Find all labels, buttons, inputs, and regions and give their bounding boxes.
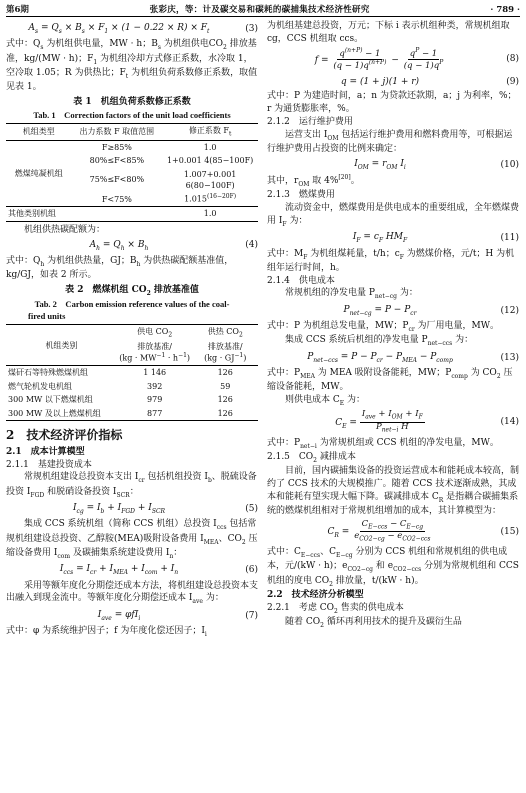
equation-4: $A_h = Q_h \times B_h$ (4) — [89, 239, 258, 252]
paragraph: 则供电成本 $C_E$ 为： — [285, 395, 366, 407]
table-row — [6, 140, 258, 154]
left-column — [6, 20, 258, 639]
table-cell: 其他类别机组 — [6, 207, 72, 221]
paragraph: 为机组基建总投资，万元；下标 i 表示机组种类，常规机组取 cg，CCS 机组取 ccs。 — [267, 21, 510, 44]
paragraph: 式中：$Q_h$ 为机组供热量，GJ；$B_h$ 为供热碳配额基准值，kg/GJ，如表 2 所示。 — [6, 255, 234, 281]
table-cell: 75%≤F<80% — [89, 175, 145, 185]
table-cell: 1.0 — [162, 207, 258, 221]
table-header: 供电 $CO_2$ 排放基准/ $(kg \cdot MW^{-1} \cdot h^{-1})$ — [119, 327, 191, 363]
table-cell: 1+0.001 4(85−100F) — [166, 156, 254, 166]
header-page-number: · 789 · — [490, 4, 520, 15]
paragraph: 式中：P 为机组总发电量，MW；$P_{cr}$ 为厂用电量，MW。 — [267, 321, 500, 333]
table-row: 燃气轮机发电机组 392 59 — [8, 381, 231, 391]
equation-10: $I_{OM} = r_{OM}$ $I_i$ (10) — [354, 158, 519, 171]
table-row: 煤矸石等特殊燃煤机组 1 146 126 — [8, 368, 233, 378]
equation-12: $P_{net-cg} = P - P_{cr}$ (12) — [343, 304, 519, 317]
paragraph: 采用等额年度化分期偿还成本方法，将机组建设总投资本支出融入到现金流中。等额年度化分期偿还成本 $I_{ave}$ 为： — [6, 580, 258, 606]
paragraph: 式中：$P_{net-i}$ 为常规机组或 CCS 机组的净发电量，MW。 — [267, 437, 499, 450]
right-column — [267, 20, 519, 630]
subsubsection-heading: 2.2.1 考虑 $CO_2$ 售卖的供电成本 — [267, 602, 404, 615]
table-header: 机组类型 — [22, 127, 55, 137]
equation-13: $P_{net-ccs} = P - P_{cr} - P_{MEA} - P_{comp}$ (13) — [307, 351, 519, 364]
subsubsection-heading: 2.1.1 基建投资成本 — [6, 459, 92, 470]
paragraph: 式中：$Q_s$ 为机组供电量，MW · h；$B_s$ 为机组供电$CO_2$ 排放基准，kg/(MW · h)；$F_1$ 为机组冷却方式修正系数，水冷取 1，空冷取 1.05；R 为供热比；$F_t$ 为机组负荷系数修正系数，取值见表 1。 — [6, 39, 258, 93]
equation-6: $I_{ccs} = I_{cr} + I_{MEA} + I_{com} + I_n$ (6) — [59, 564, 258, 577]
paragraph: 常规机组的净发电量 $P_{net-cg}$ 为： — [285, 288, 418, 301]
table-header: 供热 $CO_2$ 排放基准/ $(kg \cdot GJ^{-1})$ — [204, 327, 247, 363]
table-header: 修正系数 $F_t$ — [188, 125, 232, 138]
paragraph: 机组供热碳配额为： — [24, 224, 106, 235]
equation-15: $C_R$ = $\frac{C_{E-ccs} - C_{E-cg}}{e_{CO2-cg} - e_{CO2-ccs}}$ (15) — [327, 518, 519, 544]
equation-11: $I_F = c_F$ $HM_F$ (11) — [352, 232, 519, 245]
header-title: 张彩庆，等：计及碳交易和碳耗的碳捕集技术经济性研究 — [149, 4, 370, 15]
paragraph: 式中：φ 为系统维护因子；f 为年度化偿还因子；$I_i$ — [6, 626, 207, 638]
table-cell: 1.007+0.001 6(80−100F) — [183, 169, 237, 191]
paragraph: 式中：$P_{MEA}$ 为 MEA 吸附设备能耗，MW；$P_{comp}$ 为 $CO_2$ 压缩设备能耗，MW。 — [267, 368, 513, 393]
table-row — [6, 207, 258, 221]
paragraph: 目前，国内碳捕集设备的投资运营成本和能耗成本较高，制约了 CCS 技术的大规模推广。随着 CCS 技术逐渐成熟，其成本和能耗有望实现大幅下降。碳减排成本 $C_R$ 是指耦合碳捕集系统的燃煤机组相对于常规机组增加的成本，其计算模型为： — [267, 466, 519, 517]
header-issue: 第6期 — [6, 4, 29, 15]
paragraph: 随着 $CO_2$ 循环再利用技术的提升及碳衍生品 — [285, 617, 462, 629]
paragraph: 式中：$M_F$ 为机组煤耗量，t/h；$c_F$ 为燃煤价格，元/t；H 为机组年运行时间，h。 — [267, 248, 515, 273]
table-cell: 燃煤纯凝机组 — [14, 169, 63, 178]
paragraph: 运营支出 $I_{OM}$ 包括运行维护费用和燃料费用等，可根据运行维护费用占投资的比例来确定： — [267, 129, 513, 155]
table-header: 机组类别 — [45, 340, 78, 350]
subsection-heading: 2.1 成本计算模型 — [6, 446, 85, 457]
equation-3: $A_s = Q_s \times B_s \times F_1 \times (1 - 0.22 \times R) \times F_t$ (3) — [28, 23, 258, 35]
table-1-caption: 表 1 机组负荷系数修正系数 — [73, 97, 191, 108]
paragraph: 流动资金中，燃煤费用是供电成本的重要组成，全年燃煤费用 $I_F$ 为： — [267, 203, 519, 228]
section-heading: 2 技术经济评价指标 — [6, 427, 123, 442]
table-row: 300 MW 以下燃煤机组 979 126 — [8, 395, 233, 405]
table-cell: $1.015^{(16-20F)}$ — [184, 193, 237, 205]
subsubsection-heading: 2.1.4 供电成本 — [267, 275, 335, 286]
table-2-caption: 表 2 燃煤机组 $CO_2$ 排放基准值 — [65, 284, 199, 297]
table-cell: F<75% — [101, 194, 132, 204]
paragraph: 集成 CCS 系统机组（简称 CCS 机组）总投资 $I_{ccs}$ 包括常规机组建设总投资、乙醇胺(MEA)吸附设备费用 $I_{MEA}$、$CO_2$ 压缩设备费用 $I_{com}$ 及碳捕集系统建设费用 $I_n$： — [6, 519, 258, 560]
subsubsection-heading: 2.1.5 $CO_2$ 减排成本 — [267, 451, 356, 464]
paragraph: 式中：P 为建造时间，a；n 为贷款还款期，a；j 为利率，%；r 为通货膨胀率，%。 — [267, 91, 517, 115]
table-cell: 80%≤F<85% — [89, 156, 145, 166]
table-cell: 1.0 — [203, 142, 217, 152]
equation-9: q = (1 + j)(1 + r) (9) — [340, 76, 519, 87]
table-cell: F≥85% — [101, 142, 132, 152]
table-header: 出力系数 F 取值范围 — [79, 127, 155, 137]
subsubsection-heading: 2.1.3 燃煤费用 — [267, 190, 335, 201]
table-2-caption-en-line2: fired units — [28, 311, 66, 322]
table-2 — [6, 324, 258, 421]
equation-5: $I_{cg} = I_b + I_{FGD} + I_{SCR}$ (5) — [72, 503, 258, 515]
table-1-caption-en: Tab. 1 Correction factors of the unit load coefficients — [33, 109, 231, 120]
table-1 — [6, 123, 258, 222]
header-rule — [6, 16, 520, 17]
page-header — [6, 3, 520, 16]
subsubsection-heading: 2.1.2 运行维护费用 — [267, 117, 353, 128]
paragraph: 集成 CCS 系统后机组的净发电量 $P_{net-ccs}$ 为： — [285, 335, 474, 348]
equation-14: $C_E$ = $\frac{I_{ave} + I_{OM} + I_F}{P_{net-i} H}$ (14) — [335, 409, 519, 434]
paragraph: 其中，$r_{OM}$ 取 4%[20]。 — [267, 174, 360, 188]
paragraph: 式中：$C_{E-ccs}$、$C_{E-cg}$ 分别为 CCS 机组和常规机组的供电成本，元/(kW · h)；$e_{CO2-cg}$ 和 $e_{CO2-ccs}$ 分别为常规机组和 CCS 机组的度电 $CO_2$ 排放量，t/(kW · h)。 — [267, 546, 519, 588]
table-2-caption-en: Tab. 2 Carbon emission reference values of the coal- — [34, 299, 230, 310]
subsection-heading: 2.2 技术经济分析模型 — [267, 589, 364, 600]
equation-8: f = $\frac{q^{(n+P)} - 1}{(q - 1)q^{(n+P)}}$ − $\frac{q^P - 1}{(q - 1)q^P}$ (8) — [314, 46, 519, 71]
equation-7: $I_{ave} = \varphi fI_i$ (7) — [97, 609, 258, 622]
paragraph: 常规机组建设总投资本支出 $I_{cr}$ 包括机组投资 $I_b$、脱硫设备投资 $I_{FGD}$ 和脱硝设备投资 $I_{SCR}$： — [6, 472, 257, 499]
table-row: 300 MW 及以上燃煤机组 877 126 — [6, 407, 258, 421]
